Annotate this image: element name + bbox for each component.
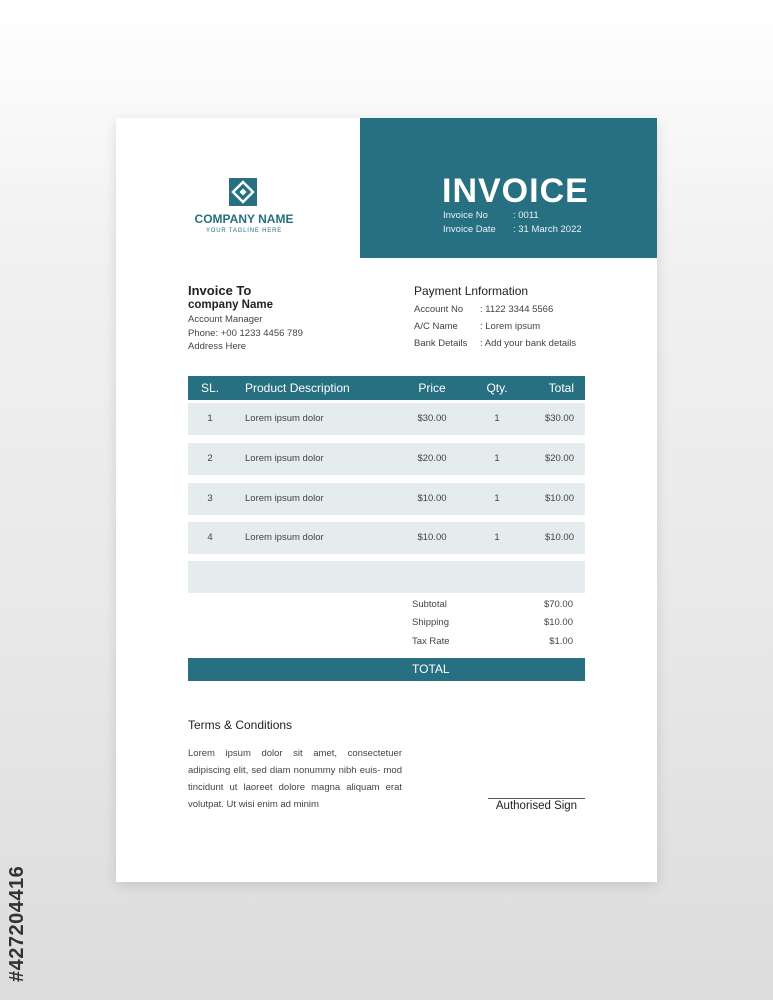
invoice-date-label: Invoice Date [443,224,496,235]
table-row [188,522,585,554]
cell-total: $10.00 [544,493,574,504]
cell-qty: 1 [494,532,500,543]
cell-price: $30.00 [417,413,447,424]
company-tagline: YOUR TAGLINE HERE [205,228,283,234]
table-row [188,403,585,435]
stock-id-text: #427204416 [6,865,28,982]
diamond-logo-icon [229,178,257,206]
invoice-to-line: Phone: +00 1233 4456 789 [188,328,303,339]
invoice-to-heading: Invoice To [188,283,252,298]
payment-value: : Add your bank details [480,338,577,349]
invoice-number-value: : 0011 [513,210,539,221]
payment-row [414,321,540,332]
invoice-title: INVOICE [442,172,589,210]
payment-row [414,338,576,349]
total-bar [188,658,645,681]
invoice-to-line: Account Manager [188,314,263,325]
header-qty: Qty. [486,381,508,395]
cell-qty: 1 [494,453,500,464]
payment-label: Account No [414,304,464,315]
invoice-to-company: company Name [188,299,274,311]
cell-sl: 2 [207,453,213,464]
header-price: Price [418,381,446,395]
header-band [360,118,657,258]
cell-total: $10.00 [544,532,574,543]
invoice-number-label: Invoice No [443,210,488,221]
tax-rate-value: $1.00 [549,636,573,647]
cell-description: Lorem ipsum dolor [245,453,324,464]
tax-rate-label: Tax Rate [412,636,450,647]
payment-value: : 1122 3344 5566 [480,304,554,315]
total-label: TOTAL [412,662,450,676]
cell-description: Lorem ipsum dolor [245,493,324,504]
payment-row [414,304,553,315]
payment-label: Bank Details [414,338,468,349]
header-total: Total [548,381,574,395]
cell-sl: 3 [207,493,213,504]
invoice-to-line: Address Here [188,341,247,352]
cell-qty: 1 [494,413,500,424]
cell-description: Lorem ipsum dolor [245,413,324,424]
subtotal-label: Subtotal [412,599,447,610]
cell-total: $30.00 [544,413,574,424]
header-description: Product Description [245,381,350,395]
shipping-value: $10.00 [543,617,573,628]
subtotal-value: $70.00 [543,599,573,610]
table-row-empty [188,561,585,593]
cell-price: $20.00 [417,453,447,464]
company-name: COMPANY NAME [194,212,294,226]
total-value: $81.00 [608,662,645,676]
cell-sl: 1 [207,413,213,424]
cell-sl: 4 [207,532,213,543]
terms-heading: Terms & Conditions [188,718,293,732]
cell-price: $10.00 [417,532,447,543]
cell-total: $20.00 [544,453,574,464]
header-sl: SL. [200,381,219,395]
invoice-sheet [116,118,657,882]
cell-price: $10.00 [417,493,447,504]
invoice-date-row [443,224,582,235]
payment-label: A/C Name [414,321,458,332]
payment-heading: Payment Lnformation [414,284,529,298]
signature-line [488,798,585,799]
signature-label: Authorised Sign [495,800,578,812]
invoice-number-row [443,210,539,221]
table-header [188,376,585,400]
invoice-date-value: : 31 March 2022 [513,224,582,235]
table-row [188,483,585,515]
table-row [188,443,585,475]
terms-text: Lorem ipsum dolor sit amet, consectetuer adipiscing elit, sed diam nonummy nibh euis- mod tincidunt ut laoreet dolore magna aliquam erat volutpat. Ut wisi enim ad minim [188,748,402,810]
cell-qty: 1 [494,493,500,504]
payment-value: : Lorem ipsum [480,321,541,332]
shipping-label: Shipping [412,617,449,628]
cell-description: Lorem ipsum dolor [245,532,324,543]
